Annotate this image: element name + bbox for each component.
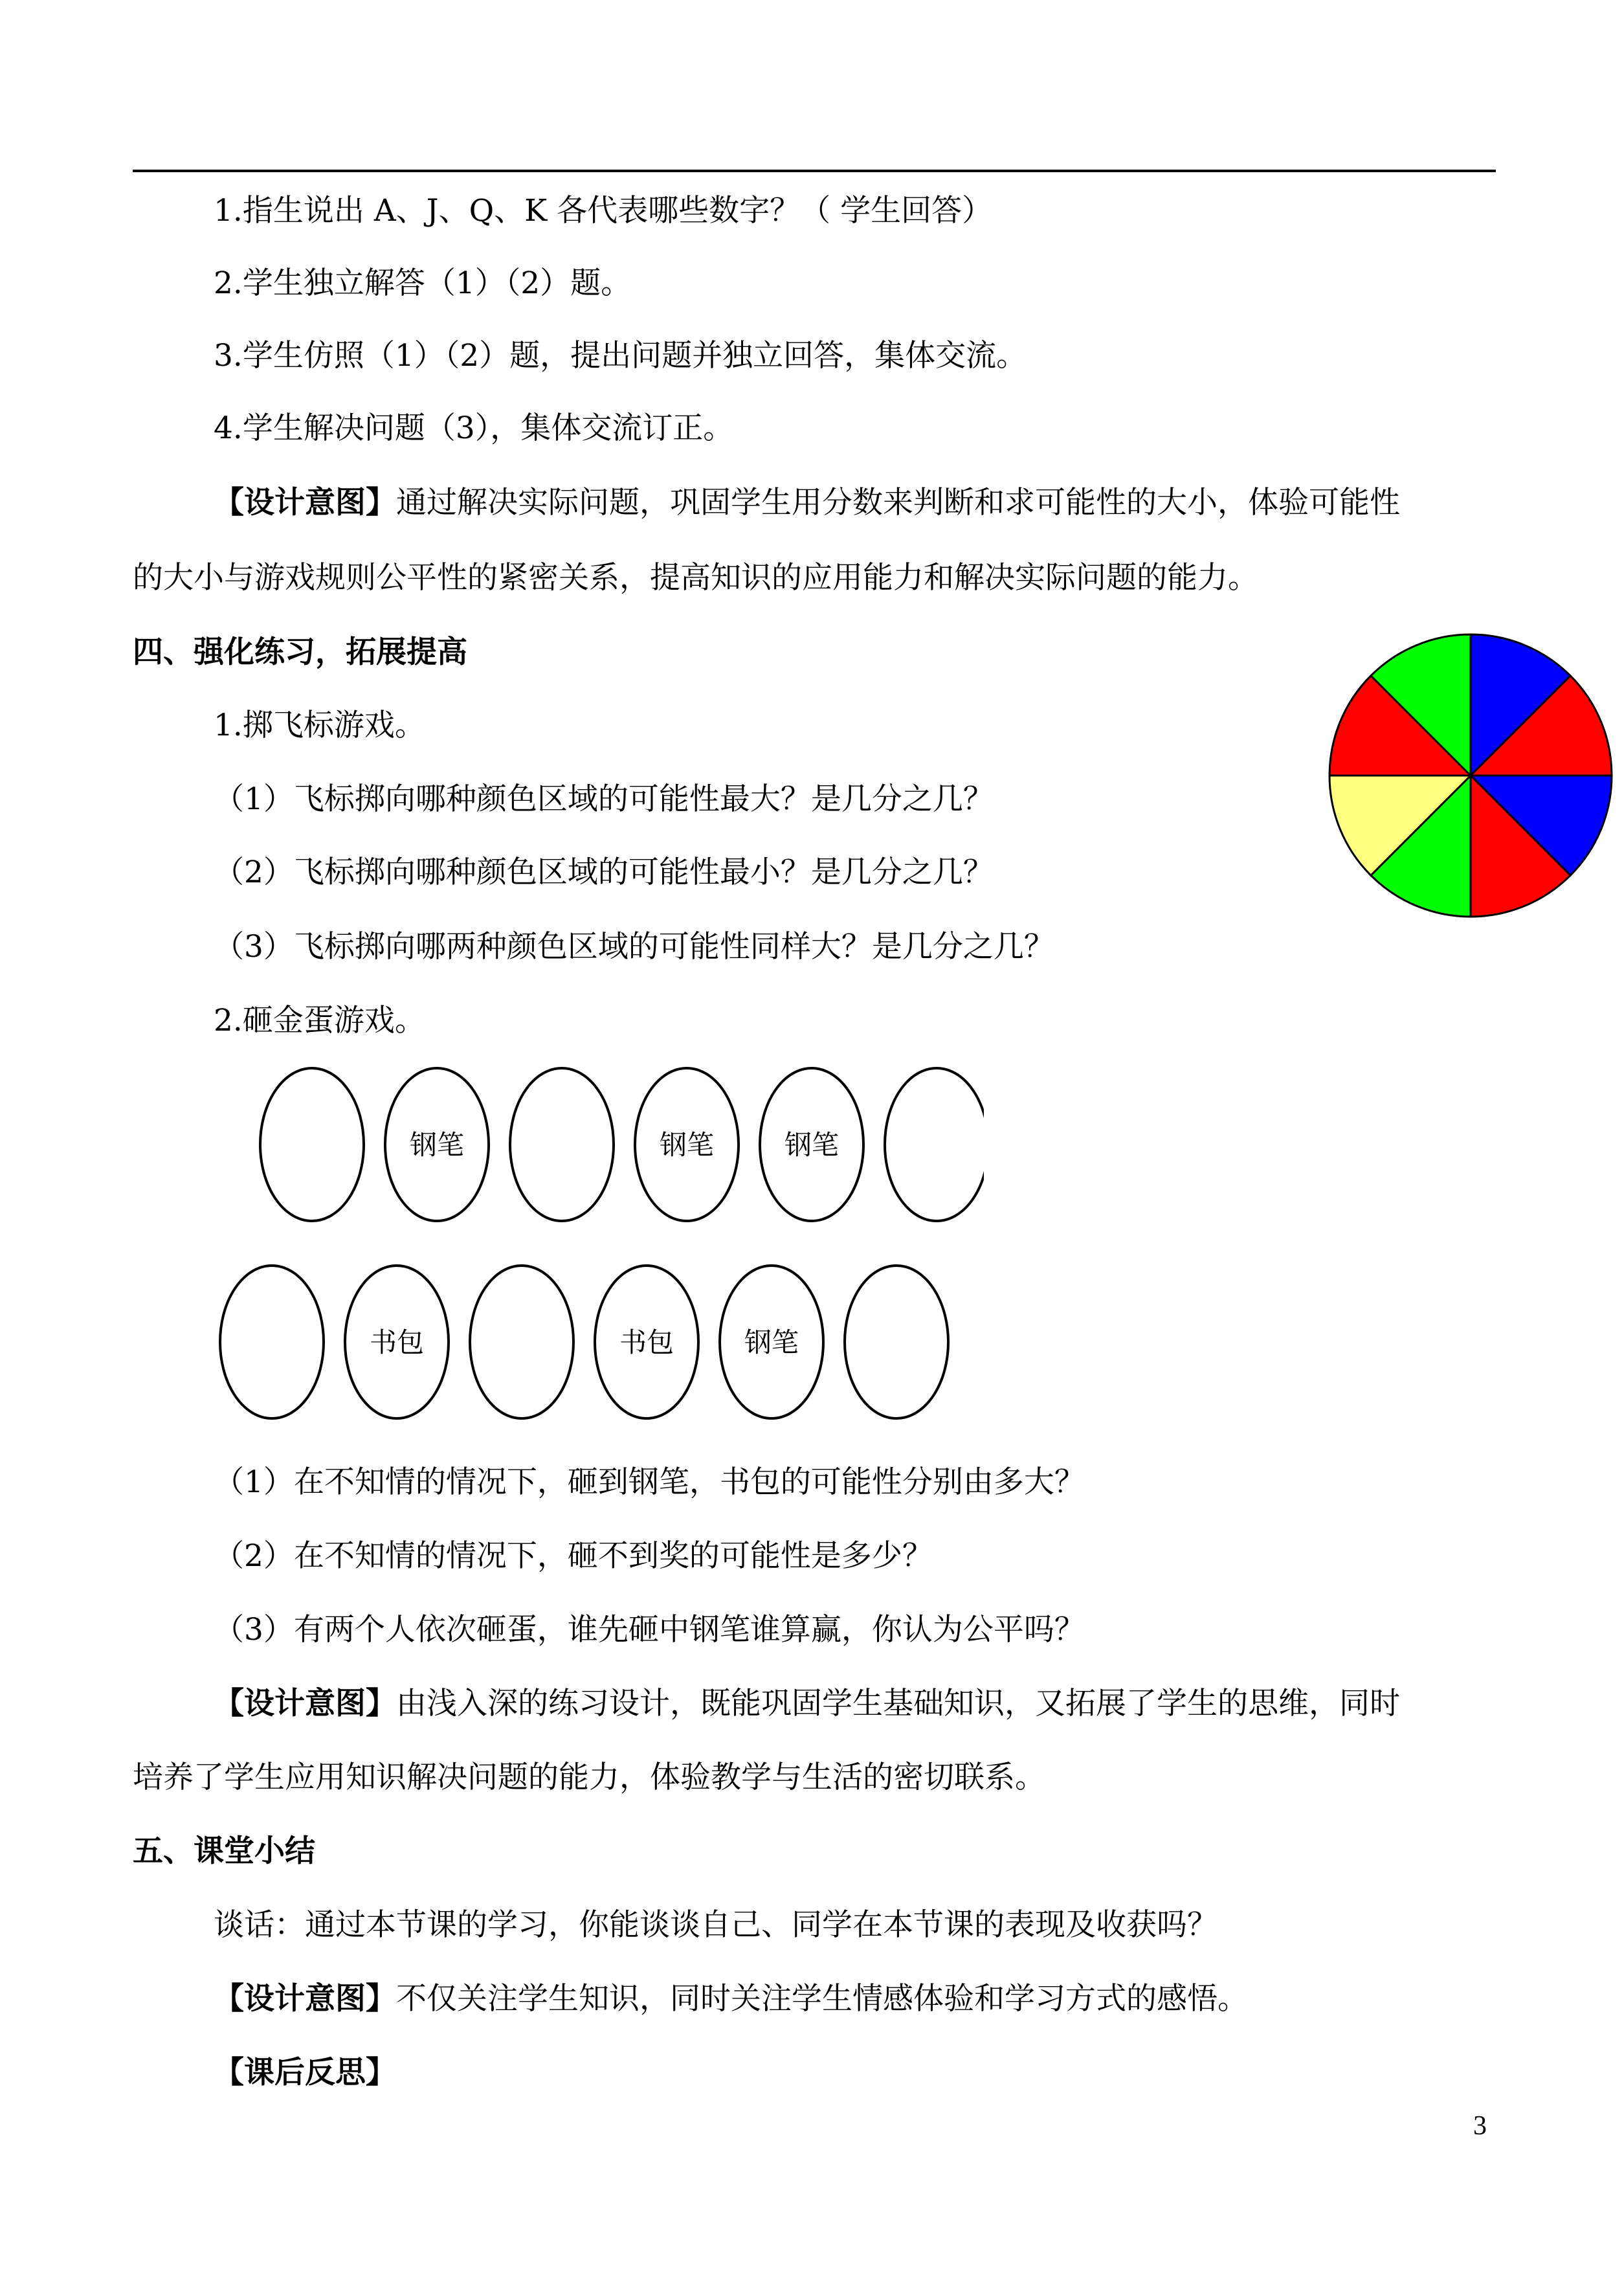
dart-question-2: （2）飞标掷向哪种颜色区域的可能性最小？是几分之几？ xyxy=(214,855,994,890)
summary-talk: 谈话：通过本节课的学习，你能谈谈自己、同学在本节课的表现及收获吗？ xyxy=(214,1907,1218,1943)
golden-egg xyxy=(885,1068,984,1221)
egg-prize-label: 钢笔 xyxy=(784,1129,840,1161)
egg-outline xyxy=(510,1068,614,1221)
egg-outline xyxy=(220,1266,324,1418)
egg-prize-label: 书包 xyxy=(619,1326,674,1358)
post-lesson-reflection-heading: 【课后反思】 xyxy=(214,2055,396,2090)
golden-egg xyxy=(595,1266,698,1418)
egg-outline xyxy=(885,1068,984,1221)
golden-egg xyxy=(635,1068,739,1221)
golden-egg xyxy=(345,1266,449,1418)
egg-prize-label: 书包 xyxy=(369,1326,425,1358)
design-intent-paragraph-2-cont: 培养了学生应用知识解决问题的能力，体验教学与生活的密切联系。 xyxy=(133,1760,1045,1795)
golden-egg xyxy=(385,1068,489,1221)
egg-question-3: （3）有两个人依次砸蛋，谁先砸中钢笔谁算赢，你认为公平吗？ xyxy=(214,1612,1085,1648)
egg-outline xyxy=(260,1068,364,1221)
step-2-text: 2.学生独立解答（1）（2）题。 xyxy=(214,265,632,301)
design-intent-text: 通过解决实际问题，巩固学生用分数来判断和求可能性的大小，体验可能性 xyxy=(396,485,1400,520)
design-intent-label: 【设计意图】 xyxy=(214,485,396,520)
golden-egg xyxy=(760,1068,863,1221)
section-4-heading: 四、强化练习，拓展提高 xyxy=(133,634,467,670)
dart-game-title: 1.掷飞标游戏。 xyxy=(214,708,425,743)
golden-egg xyxy=(470,1266,573,1418)
golden-egg xyxy=(845,1266,948,1418)
design-intent-paragraph-1 xyxy=(214,484,1400,522)
golden-eggs-figure xyxy=(207,1062,984,1437)
dart-question-1: （1）飞标掷向哪种颜色区域的可能性最大？是几分之几？ xyxy=(214,781,994,817)
design-intent-paragraph-1-cont: 的大小与游戏规则公平性的紧密关系，提高知识的应用能力和解决实际问题的能力。 xyxy=(133,560,1258,596)
golden-egg xyxy=(260,1068,364,1221)
design-intent-label: 【设计意图】 xyxy=(214,1686,396,1721)
golden-egg xyxy=(510,1068,614,1221)
design-intent-paragraph-3 xyxy=(214,1980,1248,2019)
step-4-text: 4.学生解决问题（3），集体交流订正。 xyxy=(214,410,734,446)
dart-wheel xyxy=(1322,627,1619,924)
egg-game-title: 2.砸金蛋游戏。 xyxy=(214,1003,425,1038)
header-rule xyxy=(133,170,1496,172)
egg-prize-label: 钢笔 xyxy=(744,1326,799,1358)
step-1-text: 1.指生说出 A、J、Q、K 各代表哪些数字？（ 学生回答） xyxy=(214,193,993,229)
egg-question-1: （1）在不知情的情况下，砸到钢笔，书包的可能性分别由多大？ xyxy=(214,1464,1085,1500)
design-intent-paragraph-2 xyxy=(214,1684,1400,1723)
egg-outline xyxy=(470,1266,573,1418)
egg-prize-label: 钢笔 xyxy=(659,1129,715,1161)
design-intent-label: 【设计意图】 xyxy=(214,1981,396,2017)
dart-question-3: （3）飞标掷向哪两种颜色区域的可能性同样大？是几分之几？ xyxy=(214,929,1054,965)
page-number: 3 xyxy=(1473,2111,1487,2141)
golden-egg xyxy=(220,1266,324,1418)
egg-question-2: （2）在不知情的情况下，砸不到奖的可能性是多少？ xyxy=(214,1538,933,1574)
golden-egg xyxy=(720,1266,823,1418)
step-3-text: 3.学生仿照（1）（2）题，提出问题并独立回答，集体交流。 xyxy=(214,338,1027,374)
section-5-heading: 五、课堂小结 xyxy=(133,1833,315,1869)
design-intent-text: 不仅关注学生知识，同时关注学生情感体验和学习方式的感悟。 xyxy=(396,1981,1248,2017)
egg-prize-label: 钢笔 xyxy=(409,1129,465,1161)
egg-outline xyxy=(845,1266,948,1418)
design-intent-text: 由浅入深的练习设计，既能巩固学生基础知识，又拓展了学生的思维，同时 xyxy=(396,1686,1400,1721)
